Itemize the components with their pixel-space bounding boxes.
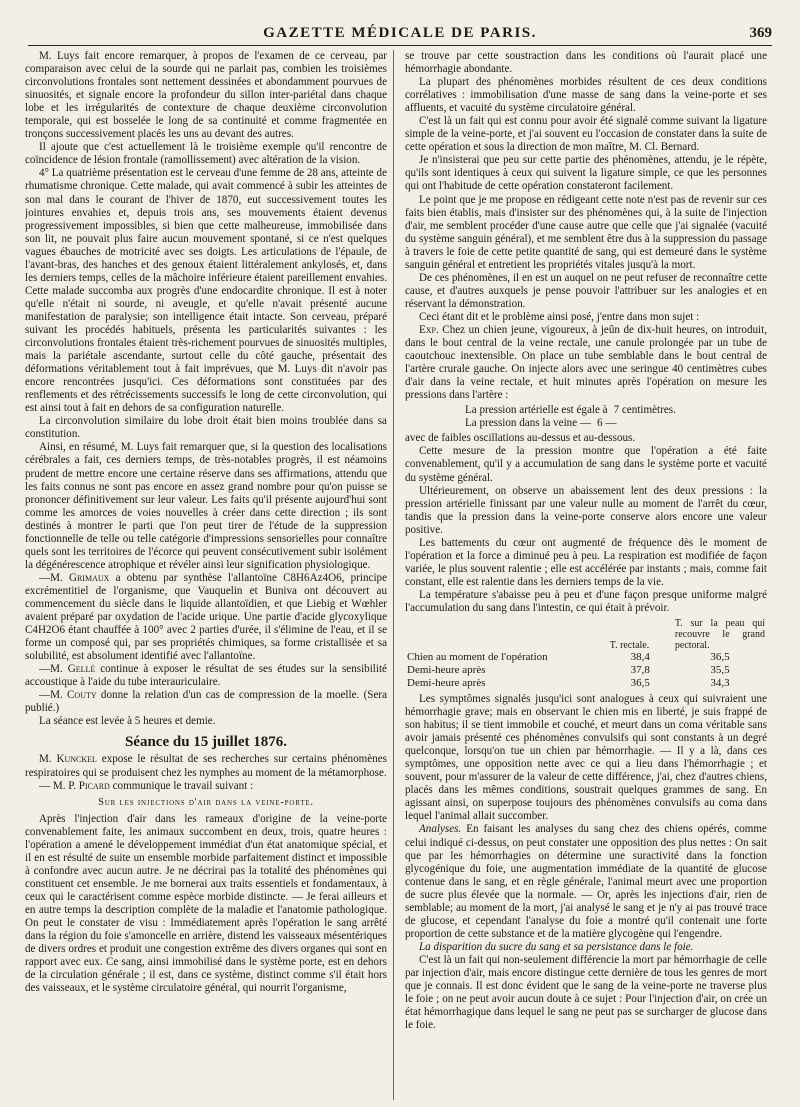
speaker-name: M. Couty [50,689,97,702]
left-column [25,50,387,1100]
speaker-name: M. Kunckel [39,753,97,766]
paragraph: Il ajoute que c'est actuellement là le troisième exemple qu'il rencontre de coïncidence de lésion frontale (ramollissement) avec altération de la vision. [25,141,387,167]
running-title: GAZETTE MÉDICALE DE PARIS. [263,25,537,41]
section-title: Séance du 15 juillet 1876. [124,734,288,751]
paragraph: Ainsi, en résumé, M. Luys fait remarquer que, si la question des localisations cérébrales a fait, ces derniers temps, de très-notables progrès, il est néamoins prudent de mettre encore une certaine réserve dans ses affirmations, attendu que les faits connus ne sont pas encore en assez grand nombre pour qu'on puisse se prononcer définitivement sur leur valeur. Les faits qu'il présente aujourd'hui sont comme les amorces de voies nouvelles à créer dans cette direction ; ils sont destinés à montrer le parti que l'on peut tirer de l'étude de la suppression fonctionnelle de telle ou telle catégorie d'impressions sensorielles pour connaître quels sont les territoires de l'écorce qui peuvent consécutivement subir isolément la dégénérescence atrophique et révéler ainsi leur signification physiologique. [25,441,387,571]
paragraph: La plupart des phénomènes morbides résultent de ces deux conditions corrélatives : immobilisation d'une masse de sang dans la veine-porte et ses affluents, et vacuité du système circulatoire général. [405,76,767,115]
table-cell-skin: 34,3 [710,677,730,690]
paragraph: Les battements du cœur ont augmenté de fréquence dès le moment de l'opération et la force a diminué peu à peu. La respiration est modifiée de façon variée, le plus souvent ralentie ; elle est accélérée par instants ; mais, comme fait constant, elle est ralentie dans les derniers temps de la vie. [405,536,767,588]
measurement-value: 7 centimètres. [613,404,676,417]
measurement-value: 6 — [597,417,617,430]
table-header-row [405,618,767,651]
paragraph: — M. P. Picard communique le travail suivant : [39,779,254,792]
table-row [405,677,767,690]
table-cell-rectal: 38,4 [630,651,650,664]
table-row-label: Demi-heure après [407,664,486,677]
paragraph: —M. Grimaux a obtenu par synthèse l'allantoïne C8H6Az4O6, principe excrémentitiel de l'organisme, que Vauquelin et Buniva ont découvert au commencement du siècle dans le liquide allantoïdien, et que Liebig et Wœhler avaient préparé par oxydation de l'acide urique. Une partie d'acide glycoxylique C4H2O6 étant chauffée à 100° avec 2 parties d'urée, il s'élimine de l'eau, et il se forme un composé qui, par ses propriétés chimiques, sa forme cristallisée et sa solubilité, est absolument identifié avec l'allantoïne. [25,571,387,663]
paragraph: M. Luys fait encore remarquer, à propos de l'examen de ce cerveau, par comparaison avec celui de la sourde qui ne parlait pas, combien les troisièmes circonvolutions frontales sont nettement dessinées et abondamment pourvues de sinuosités, et signale encore la profondeur du sillon inter-pariétal dans chaque lobe et les irrégularités de contexture de chaque deuxième circonvolution temporale, qui est bosselée le long de sa continuité et comme fragmentée en tronçons successivement placés les uns au devant des autres. [25,50,387,141]
measurement-label: La pression artérielle est égale à [465,404,608,417]
paragraph-text: continue à exposer le résultat de ses études sur la sensibilité accoustique à l'aide du tube interauriculaire. [25,663,387,689]
article-subtitle: Sur les injections d'air dans la veine-porte. [98,796,314,808]
paragraph: De ces phénomènes, il en est un auquel on ne peut refuser de reconnaître cette cause, et d'autres auxquels je pense pouvoir l'attribuer sur les analogies et en réservant la démonstration. [405,271,767,310]
page-number: 369 [749,25,772,41]
paragraph: Cette mesure de la pression montre que l'opération a été faite convenablement, qu'il y a accumulation de sang dans le système porte et vacuité du système général. [405,445,767,484]
section-label: Analyses. [419,823,462,836]
paragraph-text: Chez un chien jeune, vigoureux, à jeûn de dix-huit heures, on introduit, dans le bout central de la veine rectale, une canule prolongée par un tube de caoutchouc inextensible. On place un tube semblable dans le bout central de l'artère crurale gauche. On injecte alors avec une seringue 40 centimètres cubes d'air dans la veine rectale, et huit minutes après l'opération on mesure les pressions dans l'artère : [405,323,767,402]
subsection-title: La disparition du sucre du sang et sa persistance dans le foie. [419,940,694,953]
paragraph: C'est là un fait qui est connu pour avoir été signalé comme suivant la ligature simple de la veine-porte, et j'ai souvent eu l'occasion de constater dans la suite de cette opération et sous la direction de mon maître, M. Cl. Bernard. [405,115,767,154]
paragraph: avec de faibles oscillations au-dessus et au-dessous. [405,432,636,445]
paragraph: La circonvolution similaire du lobe droit était bien moins troublée dans sa constitution. [25,415,387,441]
paragraph: 4° La quatrième présentation est le cerveau d'une femme de 28 ans, atteinte de rhumatisme chronique. Cette malade, qui avait commencé à subir les atteintes de son mal dans le courant de l'hiver de 1870, eut successivement toutes les jointures envahies et, depuis trois ans, ses mouvements étaient devenus progressivement impossibles, si bien que cette malheureuse, immobilisée dans son lit, ne pouvait plus faire aucun mouvement spontané, si ce n'est quelques vagues ébauches de motricité avec ses doigts. Les articulations de l'épaule, de l'avant-bras, des hanches et des genoux étaient littéralement ankylosés, et, dans les derniers temps, celles de la mâchoire inférieure étaient pareillement envahies. Cette malade succomba aux progrès d'une endocardite chronique. Il est à noter qu'elle n'était ni sourde, ni aveugle, et qu'elle n'avait présenté aucune manifestation de paralysie; son intelligence était intacte. Son cerveau, préparé suivant les procédés habituels, présenta les particularités suivantes : les circonvolutions frontales étaient très-richement pourvues de sinuosités multiples, mais la pariétale ascendante, surtout celle du côté gauche, présentait des déformations véritablement tout à fait imprévues, que M. Luys dit n'avoir pas encore rencontrées jusqu'ici. Ces déformations sont constituées par des renflements et des rétrécissements successifs le long de cette circonvolution, qui est ainsi tout à fait en dehors de sa configuration naturelle. [25,167,387,415]
table-header-skin: T. sur la peau qui recouvre le grand pectoral. [674,618,765,652]
table-cell-rectal: 36,5 [630,677,650,690]
page-header [28,16,772,46]
table-row [405,651,767,664]
paragraph: —M. Gellé continue à exposer le résultat de ses études sur la sensibilité accoustique à l'aide du tube interauriculaire. [25,663,387,689]
table-header-rectal: T. rectale. [609,640,650,652]
paragraph: Après l'injection d'air dans les rameaux d'origine de la veine-porte convenablement faite, les animaux succombent en deux, trois, quatre heures : l'opération a amené le développement immédiat d'un état anatomique spécial, et il en est résulté de suite un ensemble morbide parfaitement distinct et impossible à confondre avec aucun autre. Je ne décrirai pas la totalité des phénomènes qui constituent cet ensemble. Je me bornerai aux traits essentiels et fondamentaux, à ceux qui le caractérisent comme espèce morbide distincte. — Je ferai ailleurs et en autre temps la description complète de la maladie et l'anatomie pathologique. On peut le constater de visu : Immédiatement après l'opération le sang arrêté dans la région du foie s'amoncelle en arrière, distend les vaisseaux mésentériques de divers ordres et produit une congestion extrême des divers organes qui sont en rapport avec eux. Ce sang, ainsi immobilisé dans le système porte, est en dehors de la circulation générale ; il est, dans ce système, distinct comme s'il était hors des vaisseaux, et le système circulatoire général, qui nourrit l'organisme, [25,812,387,995]
table-cell-skin: 35,5 [710,664,730,677]
measurement-row [465,404,767,417]
measurement-label: La pression dans la veine — [465,417,592,430]
paragraph: C'est là un fait qui non-seulement différencie la mort par hémorrhagie de celle par injection d'air, mais encore distingue cette dernière de tous les genres de mort que je connais. Il est donc évident que le sang de la veine-porte ne traverse plus le foie ; on ne peut avoir aucun doute à ce sujet : Pour l'injection d'air, on crée un état hémorrhagique dans lequel le sang ne peut pas se surcharger de glucose dans le foie. [405,953,767,1032]
pressure-measurements [465,404,767,430]
table-cell-skin: 36,5 [710,651,730,664]
paragraph: se trouve par cette soustraction dans les conditions où l'aurait placé une hémorrhagie abondante. [405,50,767,76]
right-column [405,50,767,1100]
paragraph: La température s'abaisse peu à peu et d'une façon presque uniforme malgré l'accumulation du sang dans l'intestin, ce qui était à prévoir. [405,588,767,614]
paragraph-text: communique le travail suivant : [109,779,254,792]
paragraph-text: expose le résultat de ses recherches sur certains phénomènes respiratoires qui se produisent chez les nymphes au moment de la métamorphose. [25,753,387,779]
paragraph: Les symptômes signalés jusqu'ici sont analogues à ceux qui suivraient une hémorrhagie grave; mais en observant le chien mis en liberté, je suis frappé de son habitus; il se tient immobile et couché, et meurt dans un coma véritable sans avoir jamais présenté ces phénomènes convulsifs qui sont constants à un degré quelconque, lorsqu'on tue un chien par hémorrhagie. — Il y a là, dans ces symptômes, une opposition nette avec ce qui a lieu dans l'hémorrhagie ; et souvent, pour m'assurer de la valeur de cette différence, j'ai, chez d'autres chiens, placés dans les mêmes conditions, soustrait quelques grammes de sang. En agissant ainsi, on superpose toujours des phénomènes convulsifs au coma dans lequel l'animal allait succomber. [405,693,767,823]
paragraph [405,324,767,402]
speaker-name: M. P. Picard [52,779,110,792]
measurement-row [465,417,767,430]
paragraph: Je n'insisterai que peu sur cette partie des phénomènes, attendu, je le répète, qu'ils sont identiques à ceux qui suivent la ligature simple, ce que les personnes qui ont l'habitude de cette opération constateront facilement. [405,154,767,193]
paragraph-text: En faisant les analyses du sang chez des chiens opérés, comme celui indiqué ci-dessus, on peut constater une opposition des plus nettes : On sait que par les hémorrhagies on détermine une suractivité dans la fonction glycogénique du foie, une augmentation immédiate de la quantité de glucose contenue dans le sang, et en règle générale, l'animal meurt avec une proportion de sucre plus élevée que la normale. — Or, après les injections d'air, rien de semblable; au moment de la mort, j'ai analysé le sang et je n'y ai pas trouvé trace de glucose, et cependant l'analyse du foie a montré qu'il contenait une forte proportion de cette substance et de la matière glycogène qui l'engendre. [405,823,767,940]
paragraph: Ultérieurement, on observe un abaissement lent des deux pressions : la pression artérielle finissant par une valeur nulle au moment de l'arrêt du cœur, tandis que la pression dans la veine-porte conserve alors encore une valeur positive. [405,484,767,536]
table-header-blank [405,618,608,651]
paragraph-text: donne la relation d'un cas de compression de la moelle. (Sera publié.) [25,689,387,715]
speaker-name: M. Grimaux [50,571,110,584]
column-divider [393,50,394,1100]
table-row-label: Chien au moment de l'opération [407,651,548,664]
speaker-name: M. Gellé [50,663,96,676]
table-row-label: Demi-heure après [407,677,486,690]
paragraph: —M. Couty donne la relation d'un cas de compression de la moelle. (Sera publié.) [25,689,387,715]
paragraph: Le point que je me propose en rédigeant cette note n'est pas de revenir sur ces faits bien établis, mais d'insister sur des phénomènes qui, à la suite de l'injection d'air, me semblent procéder d'une cause autre que celle que j'ai signalée (vacuité du système sanguin général), et me semblent être dus à la suppression du passage à travers le foie de cette petite quantité de sang, qui est demeuré dans le système sanguin général et entretient les propriétés vitales jusqu'à la mort. [405,193,767,271]
paragraph-text: a obtenu par synthèse l'allantoïne C8H6Az4O6, principe excrémentitiel de l'organisme, que Vauquelin et Buniva ont découvert au commencement du siècle dans le liquide allantoïdien, et que Liebig et Wœhler avaient préparé par oxydation de l'acide urique. Une partie d'acide glycoxylique C4H2O6 étant chauffée à 100° avec 2 parties d'urée, il s'élimine de l'eau, et il se forme un composé qui, par ses propriétés chimiques, sa forme cristallisée et sa solubilité, est absolument identifié avec l'allantoïne. [25,571,387,663]
paragraph: Ceci étant dit et le problème ainsi posé, j'entre dans mon sujet : [419,310,700,323]
paragraph: La séance est levée à 5 heures et demie. [39,715,216,728]
paragraph [25,753,387,779]
table-row [405,664,767,677]
experiment-label: Exp. [419,323,439,336]
temperature-table [405,618,767,690]
paragraph [405,823,767,940]
table-cell-rectal: 37,8 [630,664,650,677]
